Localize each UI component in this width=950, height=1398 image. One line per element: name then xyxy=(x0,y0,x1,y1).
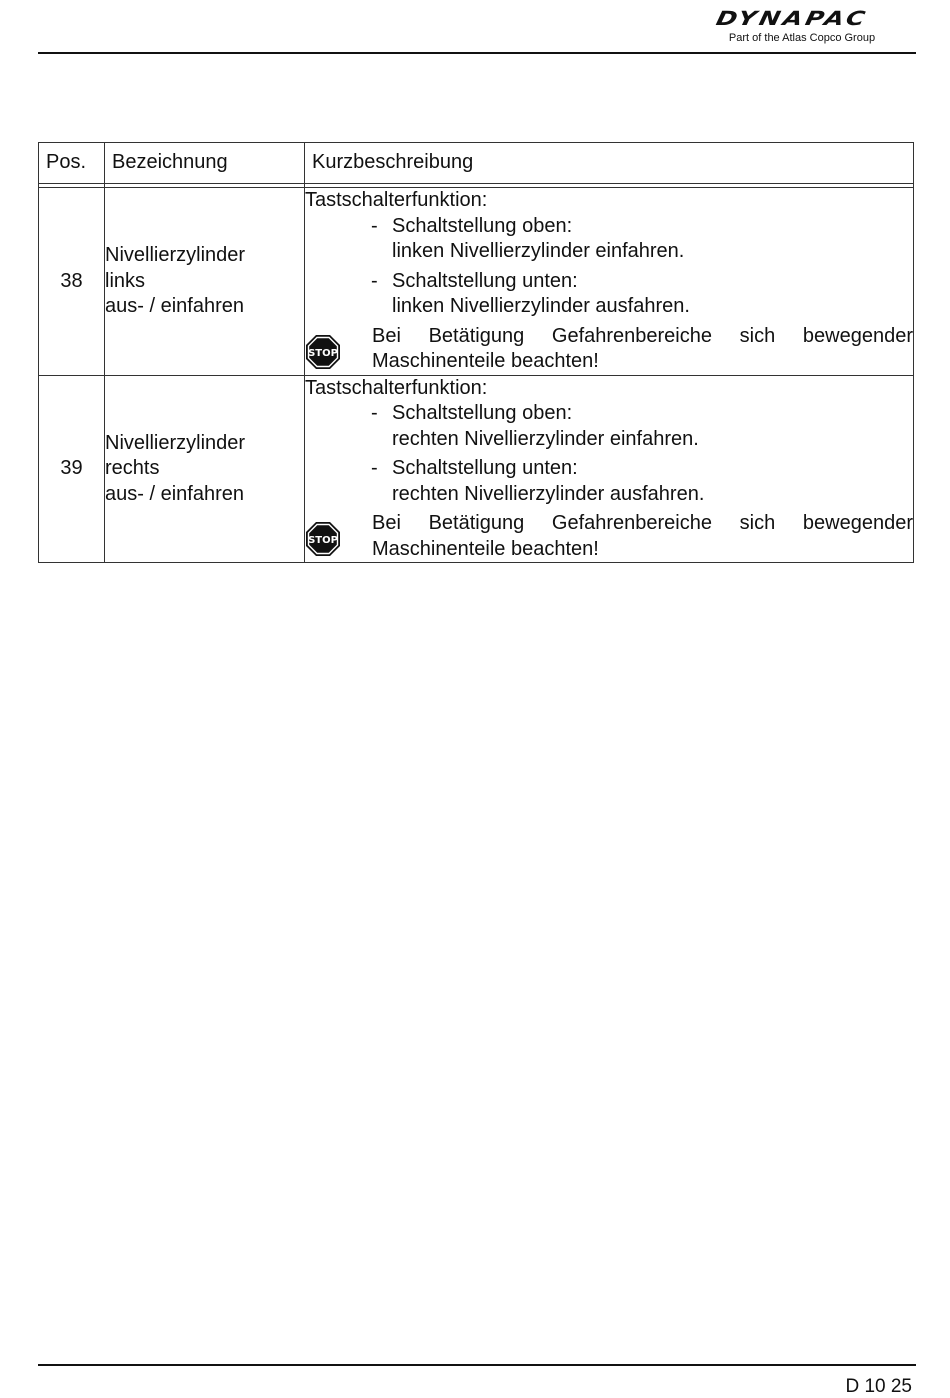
column-header-name: Bezeichnung xyxy=(105,143,305,184)
brand-tagline: Part of the Atlas Copco Group xyxy=(728,32,876,44)
row-pos: 38 xyxy=(39,188,105,376)
stop-sign-label: STOP xyxy=(308,535,338,546)
list-dash: - xyxy=(371,269,378,292)
list-dash: - xyxy=(371,402,378,424)
row-name-line: aus- / einfahren xyxy=(105,482,244,505)
warning-text: Maschinenteile beachten! xyxy=(372,350,599,372)
warning-text: Bei Betätigung Gefahrenbereiche sich bewegender xyxy=(372,512,913,534)
header-rule xyxy=(38,52,916,54)
footer-rule xyxy=(38,1364,916,1366)
list-item xyxy=(371,456,913,507)
stop-sign-label: STOP xyxy=(308,347,338,359)
row-description xyxy=(305,375,914,563)
brand-wordmark: DYNAPAC xyxy=(714,7,871,30)
list-item xyxy=(371,214,913,265)
list-item-heading: Schaltstellung oben: xyxy=(392,214,573,237)
warning-text: Maschinenteile beachten! xyxy=(372,537,599,560)
list-dash: - xyxy=(371,214,378,237)
row-name-line: links xyxy=(105,269,146,292)
row-description xyxy=(305,188,914,376)
table-header-row xyxy=(39,143,914,184)
row-name-line: Nivellierzylinder xyxy=(105,431,246,454)
list-item-detail: linken Nivellierzylinder einfahren. xyxy=(392,240,685,262)
row-name-line: aus- / einfahren xyxy=(105,295,244,317)
function-table xyxy=(38,142,914,563)
row-name xyxy=(105,375,305,563)
row-name-line: Nivellierzylinder xyxy=(105,244,246,266)
stop-sign-icon xyxy=(305,334,341,370)
stop-sign-icon xyxy=(305,521,341,557)
brand-logo xyxy=(682,4,902,44)
row-name xyxy=(105,188,305,376)
row-name-line: rechts xyxy=(105,457,160,479)
warning-note xyxy=(305,511,913,562)
description-title: Tastschalterfunktion: xyxy=(305,376,488,399)
table-row xyxy=(39,375,914,563)
list-item-detail: rechten Nivellierzylinder ausfahren. xyxy=(392,482,705,505)
table-row xyxy=(39,188,914,376)
list-dash: - xyxy=(371,457,378,479)
column-header-pos: Pos. xyxy=(39,143,105,184)
list-item-detail: linken Nivellierzylinder ausfahren. xyxy=(392,295,690,317)
warning-note xyxy=(305,324,913,375)
list-item xyxy=(371,401,913,452)
list-item-heading: Schaltstellung unten: xyxy=(392,457,578,479)
list-item-heading: Schaltstellung oben: xyxy=(392,402,573,424)
warning-text: Bei Betätigung Gefahrenbereiche sich bewegender xyxy=(372,324,913,347)
column-header-description: Kurzbeschreibung xyxy=(305,143,914,184)
list-item-heading: Schaltstellung unten: xyxy=(392,269,578,292)
row-pos: 39 xyxy=(39,375,105,563)
list-item-detail: rechten Nivellierzylinder einfahren. xyxy=(392,427,699,450)
description-title: Tastschalterfunktion: xyxy=(305,189,488,211)
list-item xyxy=(371,269,913,320)
page-number: D 10 25 xyxy=(845,1376,912,1397)
